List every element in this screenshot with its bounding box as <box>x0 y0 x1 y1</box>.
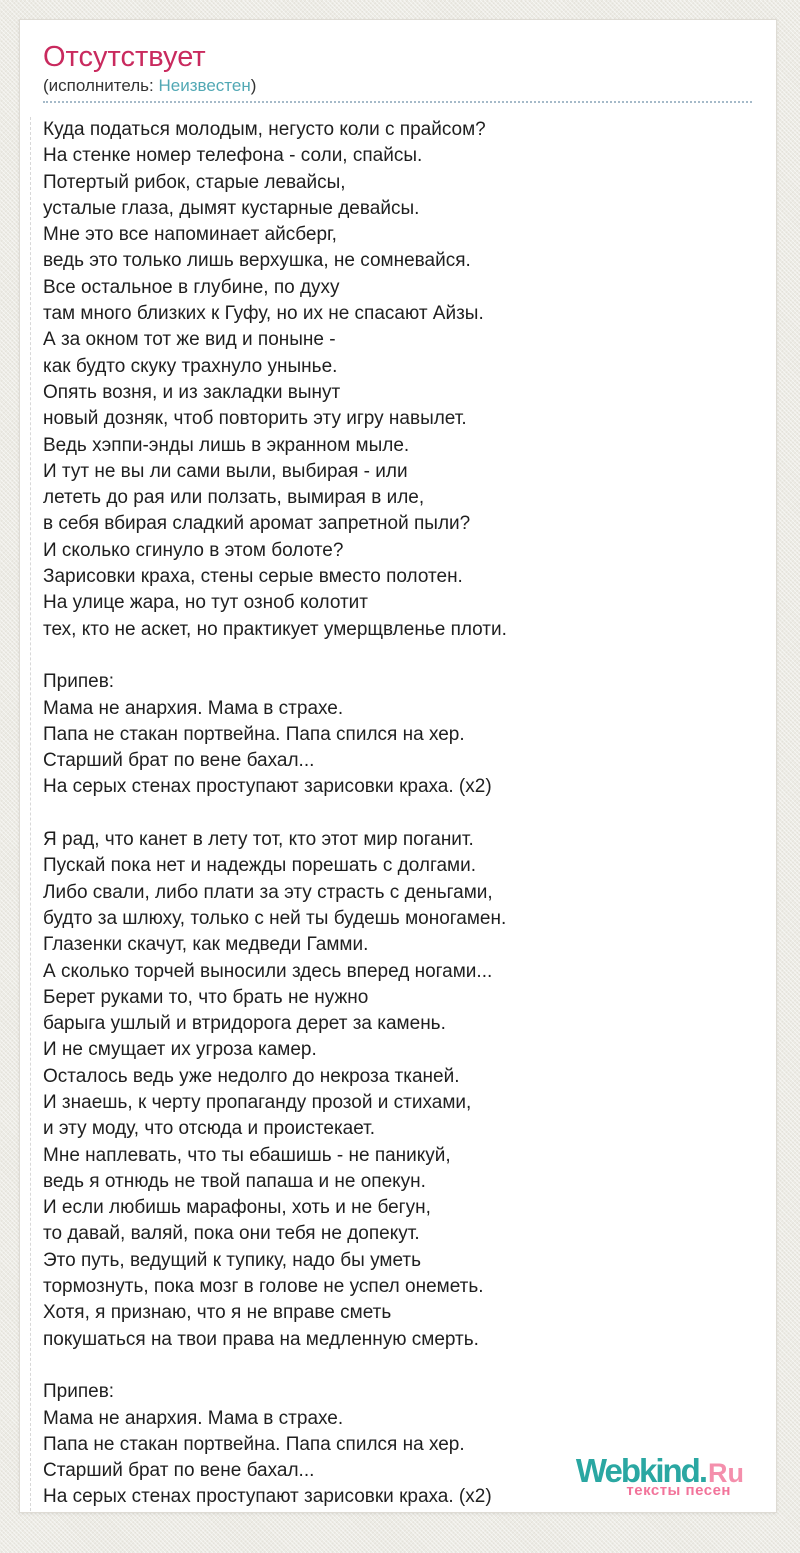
lyric-line: И тут не вы ли сами выли, выбирая - или <box>43 460 408 482</box>
lyric-line: то давай, валяй, пока они тебя не допекут. <box>43 1223 420 1245</box>
lyric-line: усталые глаза, дымят кустарные девайсы. <box>43 197 420 219</box>
lyric-line: На стенке номер телефона - соли, спайсы. <box>43 145 423 167</box>
lyric-line: Глазенки скачут, как медведи Гамми. <box>43 934 369 956</box>
lyric-line: там много близких к Гуфу, но их не спасают Айзы. <box>43 303 484 325</box>
webkind-logo[interactable] <box>576 1454 744 1498</box>
lyric-line: Пускай пока нет и надежды порешать с долгами. <box>43 855 476 877</box>
lyric-line: и эту моду, что отсюда и проистекает. <box>43 1118 376 1140</box>
lyric-line: тех, кто не аскет, но практикует умерщвленье плоти. <box>43 618 507 640</box>
lyric-line: как будто скуку трахнуло унынье. <box>43 355 338 377</box>
dotted-separator <box>43 101 752 103</box>
lyric-line: Это путь, ведущий к тупику, надо бы уметь <box>43 1249 421 1271</box>
lyric-line: Потертый рибок, старые левайсы, <box>43 171 346 193</box>
lyric-line: новый дозняк, чтоб повторить эту игру навылет. <box>43 408 467 430</box>
lyric-line: И сколько сгинуло в этом болоте? <box>43 539 344 561</box>
lyric-line: в себя вбирая сладкий аромат запретной пыли? <box>43 513 471 535</box>
lyric-line: На улице жара, но тут озноб колотит <box>43 592 368 614</box>
lyric-line: Либо свали, либо плати за эту страсть с деньгами, <box>43 881 493 903</box>
lyric-line: покушаться на твои права на медленную смерть. <box>43 1328 479 1350</box>
artist-label-suffix: ) <box>250 76 257 95</box>
lyric-line: А за окном тот же вид и поныне - <box>43 329 336 351</box>
lyric-line: Мама не анархия. Мама в страхе. <box>43 1407 344 1429</box>
lyric-line: И знаешь, к черту пропаганду прозой и стихами, <box>43 1091 472 1113</box>
lyric-line <box>43 801 752 827</box>
lyric-line: ведь это только лишь верхушка, не сомневайся. <box>43 250 471 272</box>
lyric-line: Я рад, что канет в лету тот, кто этот мир поганит. <box>43 829 474 851</box>
webkind-logo-tld: Ru <box>708 1458 744 1488</box>
lyric-line: Припев: <box>43 671 115 693</box>
lyric-line: Ведь хэппи-энды лишь в экранном мыле. <box>43 434 410 456</box>
lyric-line: Старший брат по вене бахал... <box>43 750 315 772</box>
lyric-line: На серых стенах проступают зарисовки краха. (x2) <box>43 776 492 798</box>
song-title: Отсутствует <box>43 41 206 73</box>
content-card <box>19 19 777 1513</box>
lyric-line: А сколько торчей выносили здесь вперед ногами... <box>43 960 493 982</box>
lyric-line: Куда податься молодым, негусто коли с прайсом? <box>43 119 486 140</box>
artist-line <box>43 76 752 96</box>
lyric-line: тормознуть, пока мозг в голове не успел онеметь. <box>43 1276 484 1298</box>
lyric-line <box>43 1353 752 1379</box>
lyric-line: Папа не стакан портвейна. Папа спился на хер. <box>43 1433 465 1455</box>
lyric-line: И не смущает их угроза камер. <box>43 1039 317 1061</box>
lyric-line: Старший брат по вене бахал... <box>43 1460 315 1482</box>
lyric-line: Папа не стакан портвейна. Папа спился на хер. <box>43 723 465 745</box>
lyric-line: будто за шлюху, только с ней ты будешь моногамен. <box>43 907 507 929</box>
lyric-line: Мне наплевать, что ты ебашишь - не паникуй, <box>43 1144 451 1166</box>
lyric-line: Припев: <box>43 1381 115 1403</box>
lyric-line: лететь до рая или ползать, вымирая в иле, <box>43 487 425 509</box>
webkind-logo-main: Webkind <box>575 1452 699 1489</box>
artist-link[interactable]: Неизвестен <box>158 76 251 95</box>
lyric-line: Осталось ведь уже недолго до некроза тканей. <box>43 1065 460 1087</box>
lyric-line: Хотя, я признаю, что я не вправе сметь <box>43 1302 392 1324</box>
page-background <box>0 19 800 1553</box>
lyric-line <box>43 643 752 669</box>
lyric-line: ведь я отнюдь не твой папаша и не опекун. <box>43 1170 426 1192</box>
webkind-logo-dot: . <box>698 1452 708 1489</box>
lyric-line: Берет руками то, что брать не нужно <box>43 986 369 1008</box>
lyric-line: Зарисовки краха, стены серые вместо полотен. <box>43 566 463 588</box>
webkind-logo-tagline: тексты песен <box>626 1482 731 1499</box>
lyric-line: Мне это все напоминает айсберг, <box>43 224 337 246</box>
lyric-line: На серых стенах проступают зарисовки краха. (x2) <box>43 1486 492 1508</box>
lyrics-block <box>30 117 752 1511</box>
lyric-line: Мама не анархия. Мама в страхе. <box>43 697 344 719</box>
lyric-line: Опять возня, и из закладки вынут <box>43 381 341 403</box>
artist-label-prefix: (исполнитель: <box>43 76 159 95</box>
lyric-line: барыга ушлый и втридорога дерет за камень. <box>43 1013 446 1035</box>
lyric-line: И если любишь марафоны, хоть и не бегун, <box>43 1197 431 1219</box>
lyric-line: Все остальное в глубине, по духу <box>43 276 340 298</box>
